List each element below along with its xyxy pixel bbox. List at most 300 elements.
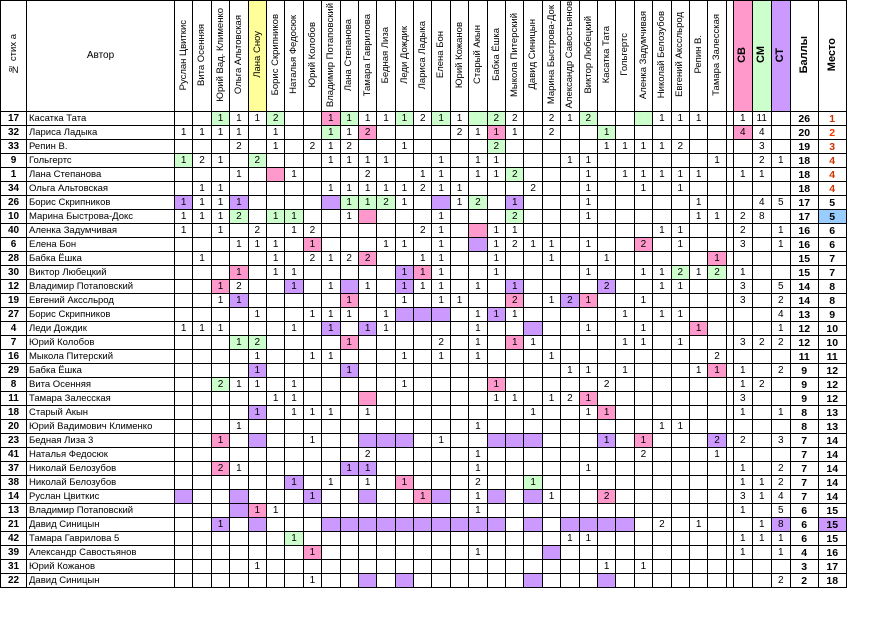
judge-header	[377, 1, 395, 112]
score-cell: 1	[634, 140, 652, 154]
score-cell	[561, 210, 579, 224]
score-cell	[579, 448, 597, 462]
score-cell	[193, 294, 211, 308]
place-cell: 7	[818, 266, 846, 280]
score-cell	[671, 392, 689, 406]
score-cell	[634, 406, 652, 420]
score-cell	[450, 392, 468, 406]
score-cell	[395, 504, 413, 518]
score-cell	[653, 378, 671, 392]
score-cell	[689, 392, 707, 406]
score-cell: 1	[653, 420, 671, 434]
score-cell	[634, 546, 652, 560]
judge-header-label: Марина Быстрова-Док	[545, 5, 557, 105]
points-cell: 4	[790, 546, 818, 560]
score-cell: 1	[340, 210, 358, 224]
sv-cell	[733, 154, 752, 168]
score-cell	[689, 294, 707, 308]
score-cell	[524, 308, 542, 322]
score-cell	[266, 364, 284, 378]
score-cell	[597, 308, 615, 322]
score-cell	[506, 476, 524, 490]
score-cell: 1	[211, 196, 229, 210]
score-cell	[653, 322, 671, 336]
place-cell: 14	[818, 448, 846, 462]
separator-cell	[726, 350, 733, 364]
place-cell: 8	[818, 280, 846, 294]
score-cell: 2	[671, 266, 689, 280]
score-cell: 1	[708, 252, 726, 266]
poem-number: 1	[1, 168, 27, 182]
score-cell	[285, 336, 303, 350]
judge-header-label: Тамара Гаврилова	[361, 13, 373, 96]
points-cell: 8	[790, 420, 818, 434]
score-cell	[175, 336, 193, 350]
score-cell: 1	[322, 154, 340, 168]
author-name: Старый Акын	[27, 406, 175, 420]
points-cell: 18	[790, 168, 818, 182]
score-cell	[248, 448, 266, 462]
author-name: Елена Бон	[27, 238, 175, 252]
place-cell: 14	[818, 476, 846, 490]
score-cell	[597, 350, 615, 364]
poem-number: 32	[1, 126, 27, 140]
score-cell	[303, 504, 321, 518]
score-cell: 1	[506, 126, 524, 140]
score-cell	[487, 210, 505, 224]
score-cell	[432, 560, 450, 574]
score-cell	[542, 518, 560, 532]
score-cell	[653, 252, 671, 266]
score-cell	[561, 574, 579, 588]
score-cell: 2	[340, 252, 358, 266]
score-cell: 1	[395, 280, 413, 294]
score-cell	[579, 504, 597, 518]
score-cell: 1	[579, 168, 597, 182]
judge-header-label: Бедная Лиза	[380, 26, 392, 83]
score-cell: 1	[266, 504, 284, 518]
score-cell	[524, 434, 542, 448]
score-cell	[414, 378, 432, 392]
author-name: Марина Быстрова-Докс	[27, 210, 175, 224]
score-cell	[579, 378, 597, 392]
score-cell: 2	[469, 196, 487, 210]
score-cell	[175, 266, 193, 280]
score-cell	[322, 574, 340, 588]
score-cell: 1	[303, 238, 321, 252]
score-cell: 1	[708, 154, 726, 168]
points-cell: 6	[790, 532, 818, 546]
separator-cell	[726, 280, 733, 294]
score-cell	[285, 560, 303, 574]
score-cell	[708, 294, 726, 308]
score-cell	[597, 532, 615, 546]
score-cell: 1	[211, 126, 229, 140]
score-cell	[542, 406, 560, 420]
score-cell	[597, 182, 615, 196]
sv-cell	[733, 182, 752, 196]
score-cell: 1	[230, 168, 248, 182]
score-cell	[322, 224, 340, 238]
points-cell: 2	[790, 574, 818, 588]
score-cell	[322, 434, 340, 448]
st-cell: 4	[771, 490, 790, 504]
place-cell: 9	[818, 308, 846, 322]
score-cell	[616, 154, 634, 168]
sv-cell: 1	[733, 112, 752, 126]
score-cell	[469, 266, 487, 280]
score-cell: 1	[193, 182, 211, 196]
sv-cell: 3	[733, 238, 752, 252]
judge-header	[230, 1, 248, 112]
num-header	[1, 1, 27, 112]
score-cell: 1	[579, 322, 597, 336]
sv-cell: 1	[733, 532, 752, 546]
score-cell	[487, 518, 505, 532]
score-cell	[597, 448, 615, 462]
score-cell: 1	[322, 280, 340, 294]
poem-number: 4	[1, 322, 27, 336]
score-cell: 2	[303, 252, 321, 266]
score-cell	[579, 490, 597, 504]
points-cell: 18	[790, 154, 818, 168]
score-cell	[708, 546, 726, 560]
score-cell: 1	[322, 252, 340, 266]
place-cell: 1	[818, 112, 846, 126]
points-cell: 9	[790, 364, 818, 378]
score-cell	[303, 448, 321, 462]
score-cell	[708, 168, 726, 182]
score-cell	[450, 504, 468, 518]
score-cell	[266, 182, 284, 196]
score-cell: 1	[487, 168, 505, 182]
score-cell	[616, 280, 634, 294]
judge-header-label: Евгений Акссльрод	[674, 12, 686, 98]
score-cell: 1	[653, 280, 671, 294]
score-cell	[653, 476, 671, 490]
score-cell: 2	[561, 294, 579, 308]
place-cell: 2	[818, 126, 846, 140]
score-cell	[322, 504, 340, 518]
score-cell	[211, 252, 229, 266]
sv-cell: 1	[733, 476, 752, 490]
score-cell	[597, 336, 615, 350]
score-cell	[506, 462, 524, 476]
st-cell	[771, 112, 790, 126]
score-cell	[266, 490, 284, 504]
score-cell: 1	[653, 168, 671, 182]
table-row	[1, 420, 847, 434]
score-cell	[285, 448, 303, 462]
score-cell	[469, 182, 487, 196]
score-cell	[487, 462, 505, 476]
sm-cell: 1	[752, 518, 771, 532]
score-cell	[524, 168, 542, 182]
score-cell	[303, 322, 321, 336]
sm-cell: 3	[752, 140, 771, 154]
score-cell	[542, 210, 560, 224]
score-cell	[524, 112, 542, 126]
score-cell: 1	[579, 154, 597, 168]
sv-header	[733, 1, 752, 112]
score-cell	[248, 196, 266, 210]
score-cell	[616, 504, 634, 518]
score-cell	[285, 364, 303, 378]
score-cell	[671, 574, 689, 588]
score-cell	[561, 224, 579, 238]
score-cell: 2	[358, 126, 376, 140]
author-name: Евгений Акссльрод	[27, 294, 175, 308]
score-cell	[634, 504, 652, 518]
score-cell: 2	[708, 266, 726, 280]
score-cell	[524, 224, 542, 238]
header-row	[1, 1, 847, 112]
score-cell	[266, 350, 284, 364]
score-cell	[358, 224, 376, 238]
score-cell	[487, 280, 505, 294]
score-cell	[303, 112, 321, 126]
score-cell: 2	[303, 224, 321, 238]
st-cell: 5	[771, 504, 790, 518]
score-cell	[542, 574, 560, 588]
score-cell	[671, 448, 689, 462]
score-cell	[211, 448, 229, 462]
st-cell: 2	[771, 462, 790, 476]
judge-header	[708, 1, 726, 112]
score-cell	[358, 336, 376, 350]
score-cell	[358, 532, 376, 546]
sm-cell	[752, 252, 771, 266]
score-cell	[597, 546, 615, 560]
judge-header	[285, 1, 303, 112]
score-cell	[597, 154, 615, 168]
place-cell: 10	[818, 322, 846, 336]
score-cell: 1	[211, 154, 229, 168]
author-name: Давид Синицын	[27, 518, 175, 532]
score-cell	[303, 462, 321, 476]
score-cell	[616, 378, 634, 392]
score-cell	[432, 448, 450, 462]
score-cell: 1	[469, 154, 487, 168]
score-cell: 1	[689, 266, 707, 280]
author-name: Тамара Гаврилова 5	[27, 532, 175, 546]
score-cell	[542, 532, 560, 546]
score-cell	[597, 168, 615, 182]
table-row	[1, 280, 847, 294]
score-cell: 1	[579, 406, 597, 420]
score-cell: 1	[358, 196, 376, 210]
score-cell	[524, 392, 542, 406]
poem-number: 20	[1, 420, 27, 434]
score-cell: 2	[542, 126, 560, 140]
score-cell	[395, 154, 413, 168]
score-cell	[542, 196, 560, 210]
sm-cell	[752, 420, 771, 434]
score-cell	[561, 350, 579, 364]
score-cell	[414, 350, 432, 364]
score-cell	[542, 378, 560, 392]
judge-header-label: Борис Скрипников	[269, 14, 281, 96]
score-cell: 1	[469, 126, 487, 140]
score-cell	[193, 308, 211, 322]
score-cell: 1	[358, 280, 376, 294]
score-cell	[469, 210, 487, 224]
poem-number: 9	[1, 154, 27, 168]
poem-number: 10	[1, 210, 27, 224]
st-cell	[771, 182, 790, 196]
score-cell: 1	[450, 196, 468, 210]
points-cell: 12	[790, 322, 818, 336]
score-cell: 1	[506, 224, 524, 238]
score-cell	[671, 378, 689, 392]
score-cell	[266, 294, 284, 308]
score-cell: 1	[561, 154, 579, 168]
sm-cell: 4	[752, 196, 771, 210]
poem-number: 13	[1, 504, 27, 518]
points-cell: 3	[790, 560, 818, 574]
st-cell: 2	[771, 294, 790, 308]
poem-number: 16	[1, 350, 27, 364]
st-cell: 1	[771, 532, 790, 546]
score-cell	[432, 504, 450, 518]
author-name: Бабка Ёшка	[27, 364, 175, 378]
score-cell	[689, 504, 707, 518]
st-cell: 4	[771, 308, 790, 322]
score-cell	[487, 406, 505, 420]
score-cell	[285, 350, 303, 364]
st-cell: 1	[771, 322, 790, 336]
score-cell	[193, 266, 211, 280]
score-cell	[358, 574, 376, 588]
judge-header	[322, 1, 340, 112]
score-cell	[266, 518, 284, 532]
score-cell	[487, 476, 505, 490]
score-cell	[322, 490, 340, 504]
score-cell	[616, 224, 634, 238]
score-cell: 1	[469, 504, 487, 518]
score-cell: 1	[542, 350, 560, 364]
score-cell: 1	[653, 224, 671, 238]
score-cell	[450, 490, 468, 504]
judge-header-label: Елена Бон	[435, 31, 447, 79]
score-cell: 1	[340, 462, 358, 476]
points-cell: 7	[790, 490, 818, 504]
score-cell	[561, 168, 579, 182]
score-cell: 1	[487, 154, 505, 168]
judge-header	[616, 1, 634, 112]
score-cell	[561, 322, 579, 336]
score-cell: 2	[193, 154, 211, 168]
sm-cell	[752, 322, 771, 336]
score-cell	[285, 140, 303, 154]
score-cell	[395, 224, 413, 238]
points-cell: 14	[790, 280, 818, 294]
score-cell	[561, 266, 579, 280]
sv-cell: 3	[733, 280, 752, 294]
score-cell	[230, 308, 248, 322]
score-cell	[340, 434, 358, 448]
score-cell	[708, 574, 726, 588]
score-cell: 2	[248, 154, 266, 168]
separator-cell	[726, 112, 733, 126]
judge-header-label: Давид Синицын	[527, 19, 539, 90]
score-cell	[377, 364, 395, 378]
poem-number: 14	[1, 490, 27, 504]
place-cell: 10	[818, 336, 846, 350]
table-row	[1, 518, 847, 532]
score-cell	[579, 476, 597, 490]
score-cell	[450, 308, 468, 322]
score-cell	[469, 140, 487, 154]
score-cell	[285, 182, 303, 196]
st-cell: 1	[771, 546, 790, 560]
score-cell	[193, 224, 211, 238]
sv-cell	[733, 350, 752, 364]
sv-cell: 2	[733, 210, 752, 224]
judge-header	[266, 1, 284, 112]
score-cell	[211, 336, 229, 350]
sm-cell	[752, 266, 771, 280]
st-cell: 1	[771, 406, 790, 420]
score-cell	[285, 154, 303, 168]
score-cell	[689, 224, 707, 238]
table-row	[1, 364, 847, 378]
score-cell	[671, 476, 689, 490]
st-cell: 5	[771, 280, 790, 294]
score-cell: 1	[616, 308, 634, 322]
poem-number: 11	[1, 392, 27, 406]
score-cell	[671, 252, 689, 266]
score-cell	[708, 224, 726, 238]
score-cell	[450, 140, 468, 154]
score-cell	[193, 280, 211, 294]
judge-header-label: Юрий Колобов	[306, 21, 318, 88]
score-cell	[193, 504, 211, 518]
st-cell: 2	[771, 574, 790, 588]
score-cell	[414, 322, 432, 336]
separator-cell	[726, 224, 733, 238]
score-cell	[266, 168, 284, 182]
score-cell: 2	[506, 238, 524, 252]
score-cell	[358, 434, 376, 448]
score-cell	[450, 224, 468, 238]
score-cell: 1	[579, 294, 597, 308]
score-cell	[597, 238, 615, 252]
score-cell	[377, 266, 395, 280]
score-cell	[524, 546, 542, 560]
score-cell	[340, 406, 358, 420]
score-cell	[487, 490, 505, 504]
score-cell	[524, 350, 542, 364]
score-cell: 1	[671, 336, 689, 350]
score-cell	[671, 518, 689, 532]
score-cell	[266, 546, 284, 560]
score-cell: 2	[303, 140, 321, 154]
score-cell: 1	[395, 476, 413, 490]
author-name: Юрий Вадимович Клименко	[27, 420, 175, 434]
sm-cell	[752, 574, 771, 588]
poem-number: 27	[1, 308, 27, 322]
score-cell	[414, 126, 432, 140]
score-cell	[230, 154, 248, 168]
judge-header	[303, 1, 321, 112]
score-cell	[487, 448, 505, 462]
score-cell: 2	[450, 126, 468, 140]
score-cell: 1	[266, 252, 284, 266]
sv-cell: 1	[733, 546, 752, 560]
score-cell: 1	[340, 112, 358, 126]
score-cell	[266, 336, 284, 350]
